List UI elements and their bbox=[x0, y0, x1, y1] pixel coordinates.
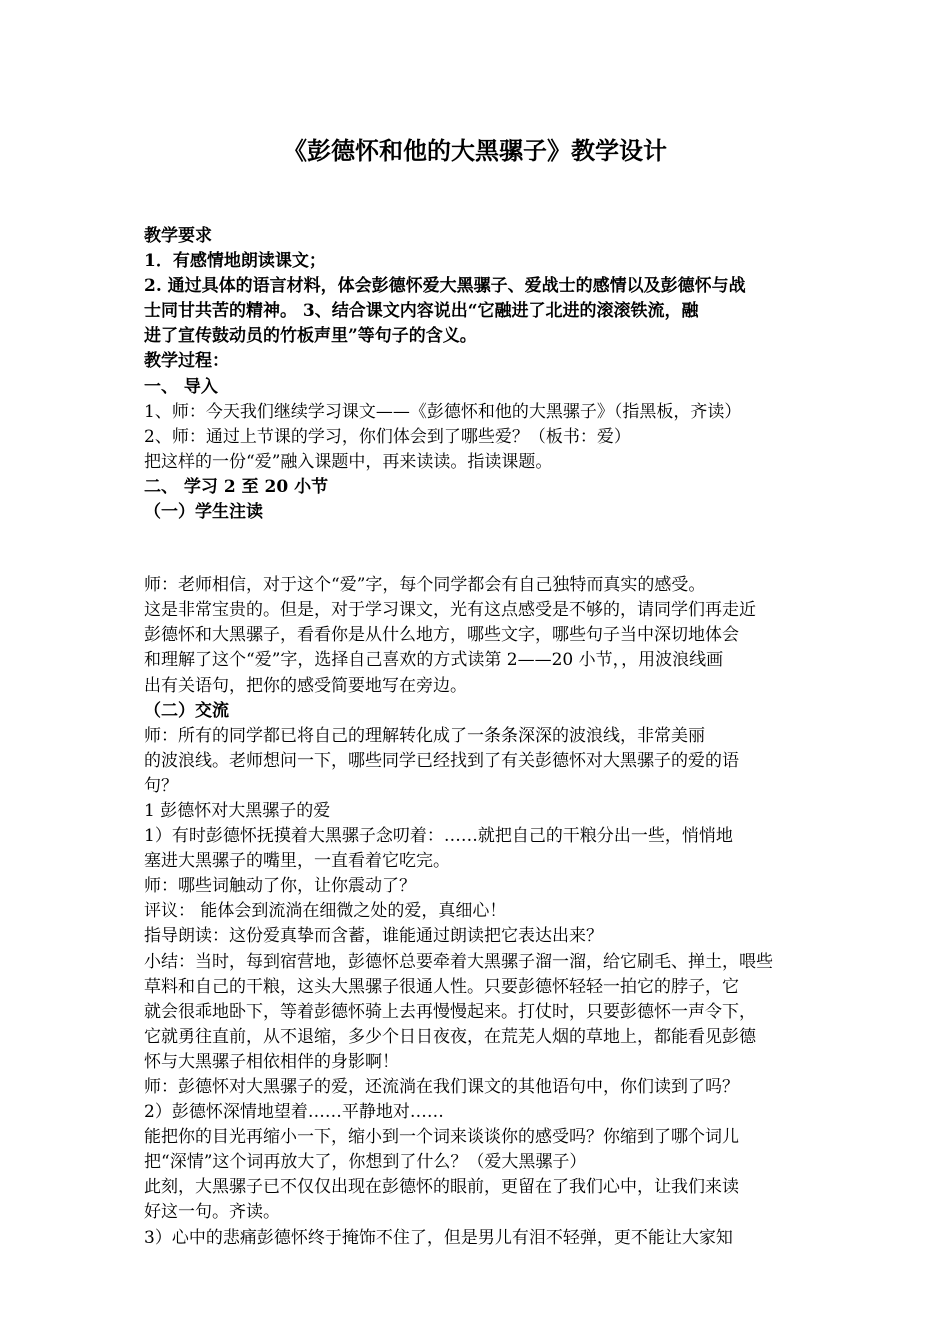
text-line: 句？ bbox=[144, 775, 178, 796]
text-line: 怀与大黑骡子相依相伴的身影啊！ bbox=[144, 1051, 399, 1072]
text-line: 小结：当时，每到宿营地，彭德怀总要牵着大黑骡子溜一溜，给它刷毛、掸土，喂些 bbox=[144, 951, 773, 972]
text-line: 和理解了这个“爱”字，选择自己喜欢的方式读第 2——20 小节，，用波浪线画 bbox=[144, 650, 724, 671]
heading-line: 教学要求 bbox=[144, 226, 212, 246]
heading-line: （二）交流 bbox=[144, 700, 229, 721]
heading-line: 一、 导入 bbox=[144, 376, 218, 397]
text-line: 好这一句。齐读。 bbox=[144, 1202, 280, 1223]
document-title: 《彭德怀和他的大黑骡子》教学设计 bbox=[283, 136, 667, 165]
text-line: 彭德怀和大黑骡子，看看你是从什么地方，哪些文字，哪些句子当中深切地体会 bbox=[144, 625, 739, 646]
heading-line: 二、 学习 2 至 20 小节 bbox=[144, 476, 329, 497]
text-line: 此刻，大黑骡子已不仅仅出现在彭德怀的眼前，更留在了我们心中，让我们来读 bbox=[144, 1177, 739, 1198]
heading-line: 士同甘共苦的精神。 3、结合课文内容说出“它融进了北进的滚滚铁流，融 bbox=[144, 301, 699, 322]
text-line: 指导朗读：这份爱真挚而含蓄，谁能通过朗读把它表达出来？ bbox=[144, 926, 603, 947]
text-line: 它就勇往直前，从不退缩，多少个日日夜夜，在荒芜人烟的草地上，都能看见彭德 bbox=[144, 1026, 756, 1047]
text-line: 评议： 能体会到流淌在细微之处的爱，真细心！ bbox=[144, 901, 507, 922]
text-line: 的波浪线。老师想问一下，哪些同学已经找到了有关彭德怀对大黑骡子的爱的语 bbox=[144, 750, 739, 771]
text-line: 1、师：今天我们继续学习课文——《彭德怀和他的大黑骡子》（指黑板，齐读） bbox=[144, 401, 742, 422]
text-line: 师：彭德怀对大黑骡子的爱，还流淌在我们课文的其他语句中，你们读到了吗？ bbox=[144, 1077, 739, 1097]
heading-line: 2. 通过具体的语言材料，体会彭德怀爱大黑骡子、爱战士的感情以及彭德怀与战 bbox=[144, 276, 746, 297]
text-line: 能把你的目光再缩小一下，缩小到一个词来谈谈你的感受吗？你缩到了哪个词儿 bbox=[144, 1127, 739, 1148]
heading-line: 进了宣传鼓动员的竹板声里”等句子的含义。 bbox=[144, 326, 477, 347]
text-line: 塞进大黑骡子的嘴里，一直看着它吃完。 bbox=[144, 851, 450, 872]
text-line: 出有关语句，把你的感受简要地写在旁边。 bbox=[144, 675, 467, 696]
text-line: 2）彭德怀深情地望着……平静地对…… bbox=[144, 1102, 444, 1123]
text-line: 师：所有的同学都已将自己的理解转化成了一条条深深的波浪线，非常美丽 bbox=[144, 725, 705, 746]
text-line: 草料和自己的干粮，这头大黑骡子很通人性。只要彭德怀轻轻一拍它的脖子，它 bbox=[144, 976, 739, 997]
text-line: 把这样的一份“爱”融入课题中，再来读读。指读课题。 bbox=[144, 451, 553, 472]
paragraph-spacer bbox=[144, 525, 809, 573]
text-line: 3）心中的悲痛彭德怀终于掩饰不住了，但是男儿有泪不轻弹，更不能让大家知 bbox=[144, 1227, 733, 1248]
text-line: 2、师：通过上节课的学习，你们体会到了哪些爱？（板书：爱） bbox=[144, 426, 631, 447]
text-line: 把“深情”这个词再放大了，你想到了什么？（爱大黑骡子） bbox=[144, 1152, 587, 1173]
heading-line: （一）学生注读 bbox=[144, 502, 263, 523]
text-line: 师：哪些词触动了你，让你震动了？ bbox=[144, 876, 416, 897]
heading-line: 1．有感情地朗读课文； bbox=[144, 251, 326, 272]
text-line: 就会很乖地卧下，等着彭德怀骑上去再慢慢起来。打仗时，只要彭德怀一声令下， bbox=[144, 1001, 756, 1022]
text-line: 师：老师相信，对于这个“爱”字，每个同学都会有自己独特而真实的感受。 bbox=[144, 575, 706, 596]
heading-line: 教学过程： bbox=[144, 351, 229, 372]
text-line: 1 彭德怀对大黑骡子的爱 bbox=[144, 800, 331, 821]
text-line: 1）有时彭德怀抚摸着大黑骡子念叨着：……就把自己的干粮分出一些，悄悄地 bbox=[144, 826, 733, 847]
document-body bbox=[144, 224, 809, 1251]
text-line: 这是非常宝贵的。但是，对于学习课文，光有这点感受是不够的，请同学们再走近 bbox=[144, 600, 756, 621]
